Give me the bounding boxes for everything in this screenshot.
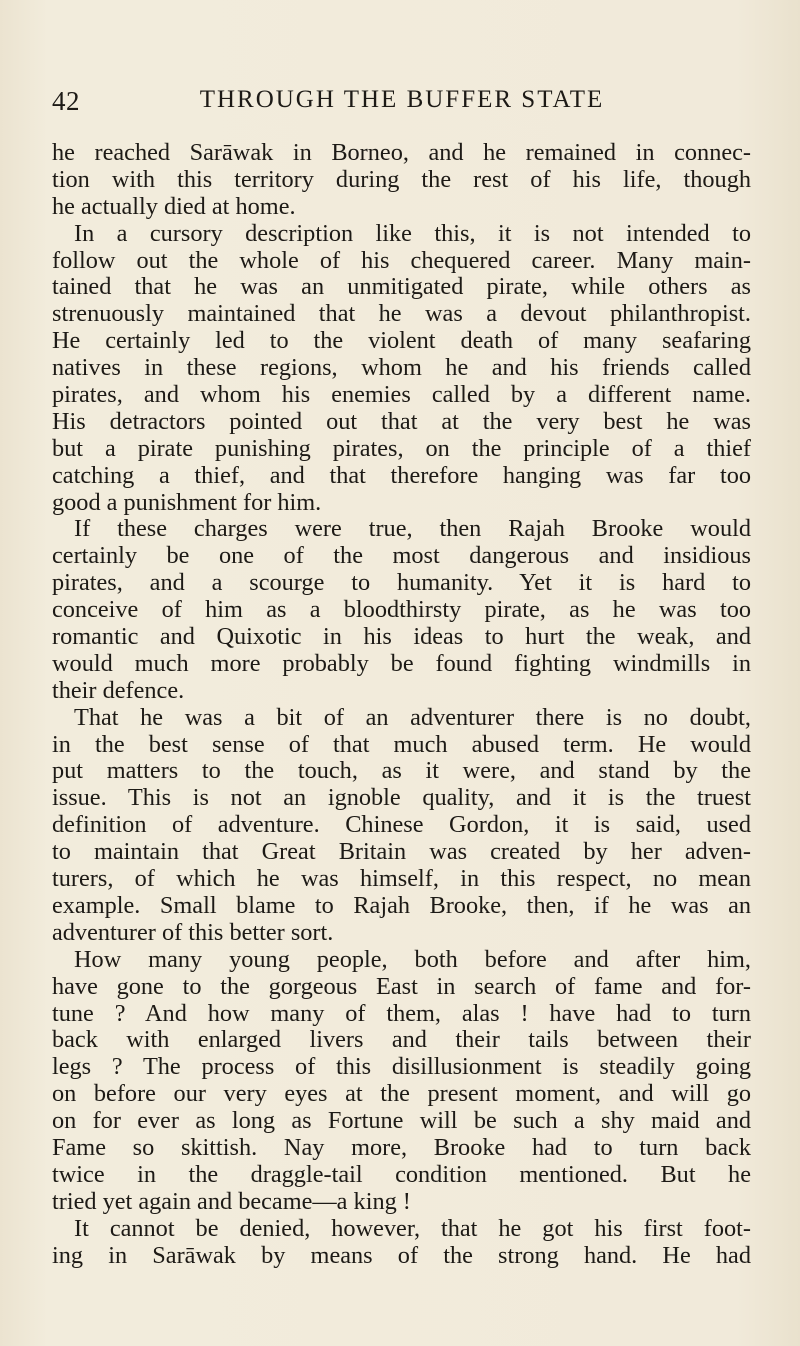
- page-header: [52, 86, 752, 126]
- text-line: romantic and Quixotic in his ideas to hurt the weak, and: [52, 623, 751, 651]
- text-line: His detractors pointed out that at the very best he was: [52, 407, 751, 435]
- text-line: natives in these regions, whom he and his friends called: [52, 354, 751, 382]
- text-line: pirates, and whom his enemies called by a different name.: [52, 381, 751, 409]
- text-line: He certainly led to the violent death of many seafaring: [52, 327, 751, 355]
- text-line: would much more probably be found fighting windmills in: [52, 649, 751, 677]
- text-line: tried yet again and became—a king !: [52, 1187, 411, 1215]
- text-line: in the best sense of that much abused term. He would: [52, 730, 751, 758]
- text-line: issue. This is not an ignoble quality, and it is the truest: [52, 784, 751, 812]
- text-line: tion with this territory during the rest of his life, though: [52, 165, 751, 193]
- text-line: conceive of him as a bloodthirsty pirate, as he was too: [52, 596, 751, 624]
- text-line: catching a thief, and that therefore hanging was far too: [52, 461, 751, 489]
- text-line: In a cursory description like this, it is not intended to: [74, 219, 751, 247]
- text-line: good a punishment for him.: [52, 488, 322, 516]
- text-line: legs ? The process of this disillusionment is steadily going: [52, 1053, 751, 1081]
- text-line: example. Small blame to Rajah Brooke, then, if he was an: [52, 891, 751, 919]
- text-line: tune ? And how many of them, alas ! have had to turn: [52, 999, 751, 1027]
- text-line: he actually died at home.: [52, 192, 296, 220]
- text-line: ing in Sarāwak by means of the strong hand. He had: [52, 1241, 751, 1269]
- text-line: put matters to the touch, as it were, and stand by the: [52, 757, 751, 785]
- text-line: follow out the whole of his chequered career. Many main-: [52, 246, 751, 274]
- text-line: but a pirate punishing pirates, on the principle of a thief: [52, 434, 751, 462]
- text-line: back with enlarged livers and their tails between their: [52, 1026, 751, 1054]
- text-line: It cannot be denied, however, that he got his first foot-: [74, 1214, 751, 1242]
- text-line: on for ever as long as Fortune will be such a shy maid and: [52, 1107, 751, 1135]
- text-line: have gone to the gorgeous East in search of fame and for-: [52, 972, 751, 1000]
- text-line: If these charges were true, then Rajah Brooke would: [74, 515, 751, 543]
- text-line: adventurer of this better sort.: [52, 918, 334, 946]
- text-line: pirates, and a scourge to humanity. Yet it is hard to: [52, 569, 751, 597]
- text-line: How many young people, both before and after him,: [74, 945, 751, 973]
- text-line: definition of adventure. Chinese Gordon, it is said, used: [52, 811, 751, 839]
- page-number: 42: [52, 86, 80, 116]
- text-line: certainly be one of the most dangerous and insidious: [52, 542, 751, 570]
- running-title: THROUGH THE BUFFER STATE: [199, 86, 605, 113]
- body-text: [52, 140, 751, 1269]
- text-line: tained that he was an unmitigated pirate, while others as: [52, 273, 751, 301]
- text-line: twice in the draggle-tail condition mentioned. But he: [52, 1160, 751, 1188]
- text-line: turers, of which he was himself, in this respect, no mean: [52, 865, 751, 893]
- text-line: strenuously maintained that he was a devout philanthropist.: [52, 300, 751, 328]
- text-line: he reached Sarāwak in Borneo, and he remained in connec-: [52, 139, 751, 166]
- text-line: That he was a bit of an adventurer there is no doubt,: [74, 703, 751, 731]
- text-line: to maintain that Great Britain was created by her adven-: [52, 838, 751, 866]
- text-line: on before our very eyes at the present moment, and will go: [52, 1080, 751, 1108]
- text-line: Fame so skittish. Nay more, Brooke had to turn back: [52, 1133, 751, 1161]
- text-line: their defence.: [52, 676, 185, 704]
